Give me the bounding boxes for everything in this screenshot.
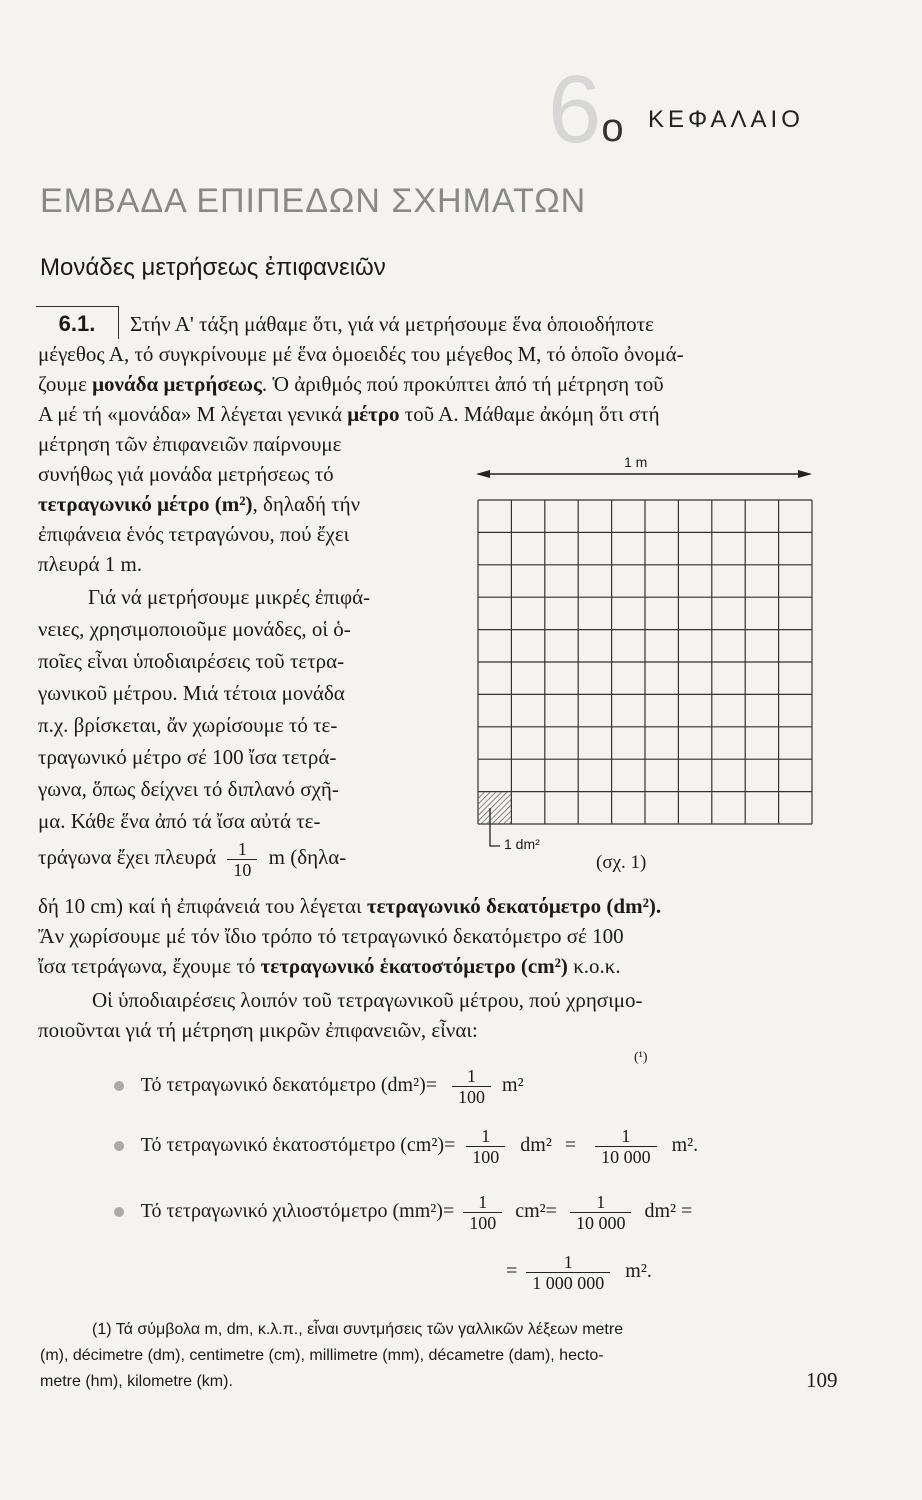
p2-line-5: π.χ. βρίσκεται, ἄν χωρίσουμε τό τε- (38, 713, 338, 737)
unit-row-mm2-cont (506, 1246, 652, 1296)
p1-line-7 (38, 489, 458, 519)
frac-den: 10 000 (595, 1146, 657, 1167)
frac-num: 1 (237, 838, 247, 859)
chapter-title: ΕΜΒΑΔΑ ΕΠΙΠΕΔΩΝ ΣΧΗΜΑΤΩΝ (40, 182, 587, 220)
hatched-dm2-cell (478, 792, 511, 824)
unit-mm2-unit3: m². (625, 1260, 652, 1282)
p1-l7-bold: τετραγωνικό μέτρο (m²) (38, 492, 253, 516)
p1-line-2: μέγεθος Α, τό συγκρίνουμε μέ ἕνα ὁμοειδές του μέγεθος Μ, τό ὁποῖο ὀνομά- (38, 342, 684, 366)
unit-cm2-fraction-2 (595, 1126, 657, 1167)
square-meter-figure (466, 448, 826, 878)
frac-num: 1 (621, 1125, 631, 1146)
unit-row-cm2 (114, 1120, 698, 1170)
frac-den: 1 000 000 (526, 1272, 610, 1293)
unit-mm2-fraction-2 (570, 1192, 632, 1233)
frac-num: 1 (481, 1125, 491, 1146)
footnote-line-3: metre (hm), kilometre (km). (40, 1373, 233, 1390)
p2-line-2: νειες, χρησιμοποιοῦμε μονάδες, οἱ ὁ- (38, 617, 351, 641)
chapter-digit: 6 (548, 56, 602, 163)
section-heading: Μονάδες μετρήσεως ἐπιφανειῶν (40, 254, 386, 281)
unit-cm2-fraction-1 (466, 1126, 505, 1167)
bullet-icon (114, 1207, 124, 1217)
unit-dm2-fraction (452, 1066, 491, 1107)
p1-l4-a: Α μέ τή «μονάδα» Μ λέγεται γενικά (38, 402, 348, 426)
p1-l4-bold: μέτρο (347, 402, 400, 426)
unit-row-mm2 (114, 1186, 692, 1236)
p1-l3-c: . Ὁ ἀριθμός πού προκύπτει ἀπό τή μέτρηση τοῦ (261, 372, 664, 396)
p1-line-8: ἐπιφάνεια ἑνός τετραγώνου, πού ἔχει (38, 522, 350, 546)
p2-line-8: μα. Κάθε ἕνα ἀπό τά ἴσα αὐτά τε- (38, 809, 321, 833)
unit-cm2-label: Τό τετραγωνικό ἑκατοστόμετρο (cm²)= (140, 1134, 456, 1156)
p1-line-1: Στήν Α' τάξη μάθαμε ὅτι, γιά νά μετρήσουμε ἕνα ὁποιοδήποτε (130, 312, 654, 336)
frac-num: 1 (467, 1065, 477, 1086)
p2-l9-b: m (δηλα- (268, 845, 347, 869)
unit-mm2-fraction-3 (526, 1252, 610, 1293)
unit-dm2-unit: m² (502, 1074, 524, 1096)
frac-den: 10 (227, 859, 257, 880)
p2-line-9 (38, 830, 458, 884)
chapter-label: ΚΕΦΑΛΑΙΟ (648, 106, 804, 133)
p2-l10-a: δή 10 cm) καί ἡ ἐπιφάνειά του λέγεται (38, 894, 367, 918)
unit-mm2-label: Τό τετραγωνικό χιλιοστόμετρο (mm²)= (140, 1200, 455, 1222)
section-number (36, 306, 119, 339)
p1-line-6: συνήθως γιά μονάδα μετρήσεως τό (38, 462, 334, 486)
p2-line-10 (38, 891, 838, 921)
p1-l4-c: τοῦ Α. Μάθαμε ἀκόμη ὅτι στή (399, 402, 660, 426)
p2-l9-a: τράγωνα ἔχει πλευρά (38, 845, 217, 869)
p2-l12-bold: τετραγωνικό ἑκατοστόμετρο (cm²) (260, 954, 568, 978)
unit-mm2-fraction-1 (463, 1192, 502, 1233)
unit-cm2-unit2: m². (671, 1134, 699, 1156)
bullet-icon (114, 1081, 124, 1091)
p3-line-2: ποιοῦνται γιά τή μέτρηση μικρῶν ἐπιφανειῶν, εἶναι: (38, 1018, 478, 1042)
p1-l3-bold: μονάδα μετρήσεως (92, 372, 262, 396)
unit-row-dm2 (114, 1060, 524, 1110)
footnote-marker: (¹) (634, 1050, 648, 1065)
p3-line-1: Οἱ ὑποδιαιρέσεις λοιπόν τοῦ τετραγωνικοῦ μέτρου, πού χρησιμο- (92, 988, 643, 1012)
frac-den: 100 (452, 1086, 491, 1107)
footnote-line-2: (m), décimetre (dm), centimetre (cm), millimetre (mm), décametre (dam), hecto- (40, 1347, 604, 1364)
frac-den: 100 (466, 1146, 505, 1167)
bullet-icon (114, 1141, 124, 1151)
frac-num: 1 (478, 1191, 488, 1212)
unit-cm2-unit1: dm² (520, 1134, 552, 1156)
unit-mm2-unit1: cm²= (515, 1200, 557, 1222)
p2-line-12 (38, 951, 838, 981)
p2-line-3: ποῖες εἶναι ὑποδιαιρέσεις τοῦ τετρα- (38, 649, 345, 673)
frac-den: 10 000 (570, 1212, 632, 1233)
arrow-head-left (476, 470, 490, 478)
figure-top-label: 1 m (624, 454, 648, 470)
p1-line-3 (38, 369, 838, 399)
section-number-text: 6.1. (58, 311, 96, 336)
grid (478, 500, 812, 824)
frac-num: 1 (563, 1251, 573, 1272)
p1-l3-a: ζουμε (38, 372, 93, 396)
p2-l12-c: κ.ο.κ. (567, 954, 621, 978)
frac-den: 100 (463, 1212, 502, 1233)
unit-dm2-label: Τό τετραγωνικό δεκατόμετρο (dm²)= (140, 1074, 438, 1096)
chapter-ordinal: ο (601, 106, 624, 150)
chapter-number (548, 56, 624, 163)
unit-mm2-eq2: = (506, 1260, 518, 1282)
p2-l12-a: ἴσα τετράγωνα, ἔχουμε τό (38, 954, 261, 978)
p2-line-6: τραγωνικό μέτρο σέ 100 ἴσα τετρά- (38, 745, 337, 769)
p1-line-9: πλευρά 1 m. (38, 552, 143, 576)
fraction-one-tenth (227, 839, 257, 880)
unit-mm2-unit2: dm² = (644, 1200, 693, 1222)
p2-line-4: γωνικοῦ μέτρου. Μιά τέτοια μονάδα (38, 681, 345, 705)
arrow-head-right (798, 470, 812, 478)
p1-l7-b: , δηλαδή τήν (252, 492, 361, 516)
p1-line-5: μέτρηση τῶν ἐπιφανειῶν παίρνουμε (38, 432, 342, 456)
p2-line-7: γωνα, ὅπως δείχνει τό διπλανό σχῆ- (38, 777, 339, 801)
p2-line-11: Ἄν χωρίσουμε μέ τόν ἴδιο τρόπο τό τετραγωνικό δεκατόμετρο σέ 100 (38, 924, 624, 948)
figure-corner-label: 1 dm² (504, 836, 540, 852)
page-number: 109 (806, 1368, 838, 1392)
p2-l10-bold: τετραγωνικό δεκατόμετρο (dm²). (366, 894, 662, 918)
unit-cm2-eq: = (564, 1134, 577, 1156)
frac-num: 1 (596, 1191, 606, 1212)
p1-line-4 (38, 399, 838, 429)
footnote-line-1: (1) Τά σύμβολα m, dm, κ.λ.π., εἶναι συντμήσεις τῶν γαλλικῶν λέξεων metre (92, 1321, 624, 1338)
figure-caption: (σχ. 1) (596, 852, 647, 873)
p2-line-1: Γιά νά μετρήσουμε μικρές ἐπιφά- (88, 585, 371, 609)
